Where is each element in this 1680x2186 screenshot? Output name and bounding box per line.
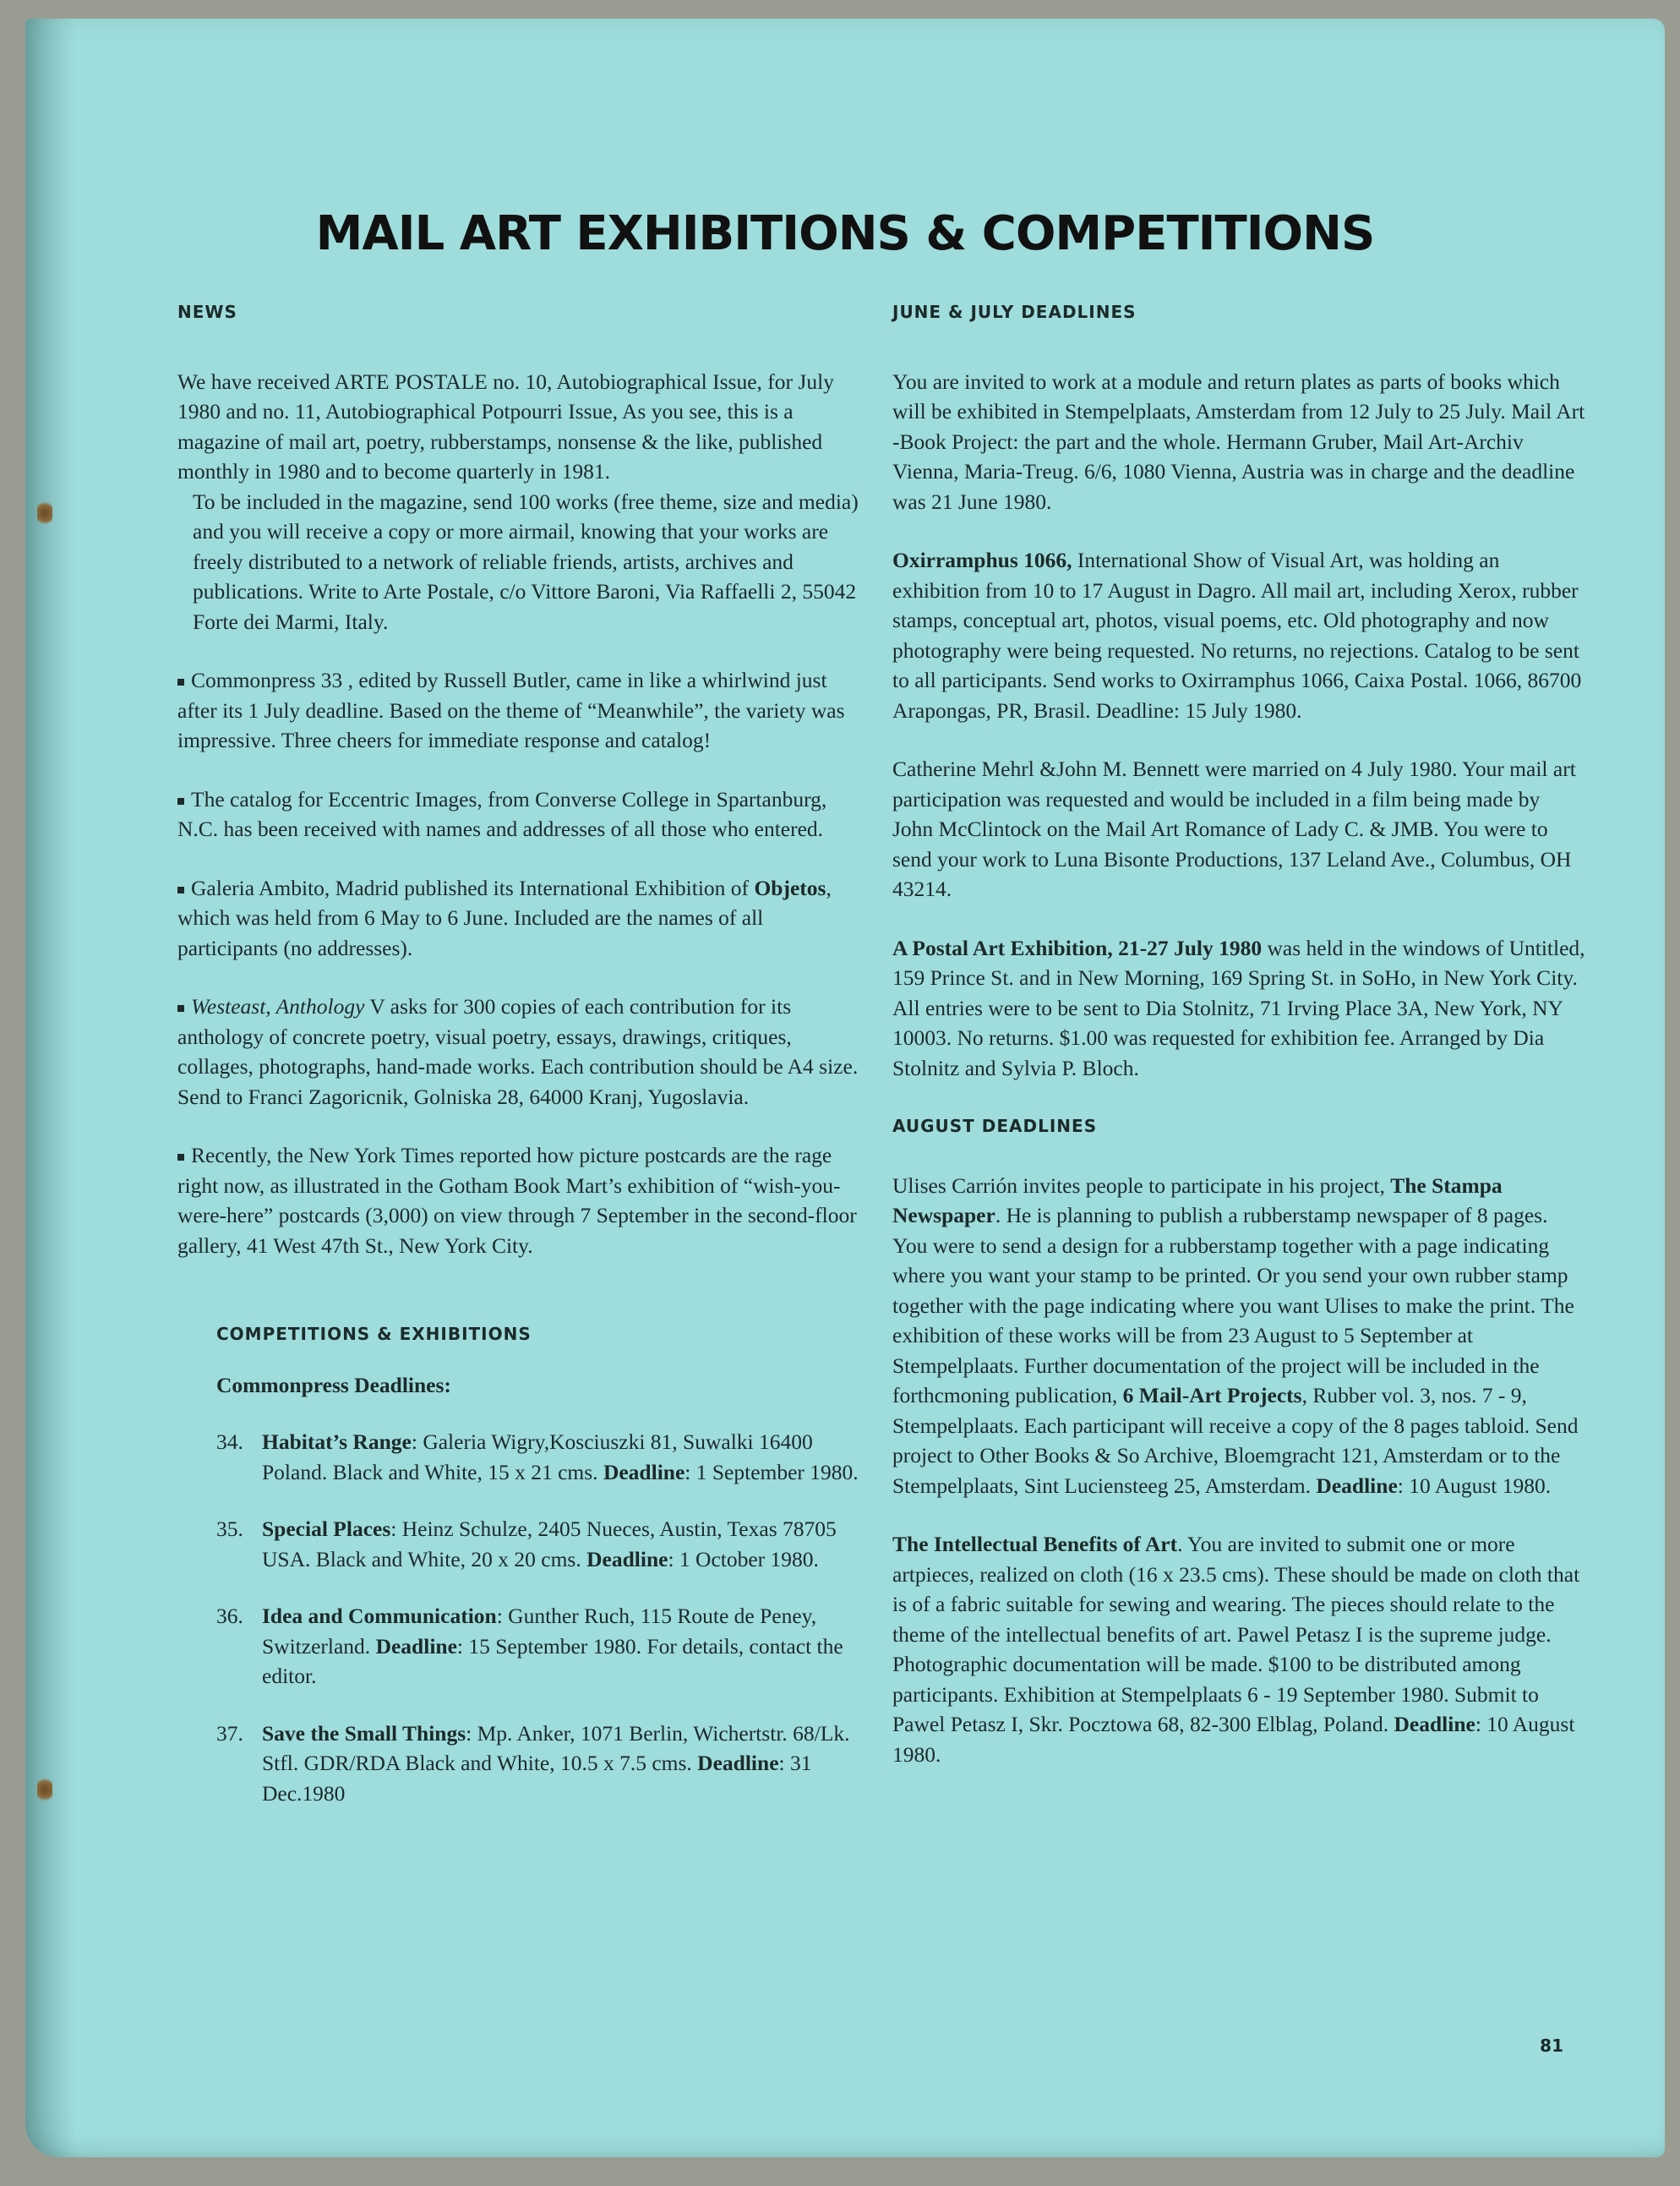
article-paragraph: A Postal Art Exhibition, 21-27 July 1980 was held in the windows of Untitled, 159 Prince St. and in New Morning, 169 Spring St. in SoHo, in New York City. All entries were to be sent to Dia Stolnitz, 71 Irving Place 3A, New York, NY 10003. No returns. $1.00 was requested for exhibition fee. Arranged by Dia Stolnitz and Sylvia P. Bloch. [892, 935, 1585, 1080]
news-bullet: Commonpress 33 , edited by Russell Butler, came in like a whirlwind just after its 1 July deadline. Based on the theme of “Meanwhile”, the variety was impressive. Three cheers for immediate response and catalog! [177, 668, 845, 752]
page-gutter [25, 19, 76, 2157]
deadline-item: 36. Idea and Communication: Gunther Ruch, 115 Route de Peney, Switzerland. Deadline: 15 September 1980. For details, contact the editor. [216, 1604, 843, 1688]
article-paragraph: The Intellectual Benefits of Art. You are invited to submit one or more artpieces, realized on cloth (16 x 23.5 cms). These should be made on cloth that is of a fabric suitable for sewing and wearing. The pieces should relate to the theme of the intellectual benefits of art. Pawel Petasz I is the supreme judge. Photographic documentation will be made. $100 to be distributed among participants. Exhibition at Stempelplaats 6 - 19 September 1980. Submit to Pawel Petasz I, Skr. Pocztowa 68, 82-300 Elblag, Poland. Deadline: 10 August 1980. [892, 1532, 1580, 1767]
bullet-icon [177, 1005, 184, 1012]
news-bullet: Westeast, Anthology V asks for 300 copies of each contribution for its anthology of concrete poetry, visual poetry, essays, drawings, critiques, collages, photographs, hand-made works. Each contribution should be A4 size. Send to Franci Zagoricnik, Golniska 28, 64000 Kranj, Yugoslavia. [177, 994, 859, 1109]
bullet-icon [177, 887, 184, 894]
bullet-icon [177, 798, 184, 805]
article-paragraph: You are invited to work at a module and return plates as parts of books which will be exhibited in Stempelplaats, Amsterdam from 12 July to 25 July. Mail Art -Book Project: the part and the whole. Hermann Gruber, Mail Art-Archiv Vienna, Maria-Treug. 6/6, 1080 Vienna, Austria was in charge and the deadline was 21 June 1980. [892, 369, 1585, 514]
page-title: MAIL ART EXHIBITIONS & COMPETITIONS [315, 206, 1375, 261]
right-column [892, 298, 1585, 1769]
news-bullet: Galeria Ambito, Madrid published its International Exhibition of Objetos, which was held from 6 May to 6 June. Included are the names of all participants (no addresses). [177, 875, 832, 960]
article-paragraph: Catherine Mehrl &John M. Bennett were married on 4 July 1980. Your mail art participation was requested and would be included in a film being made by John McClintock on the Mail Art Romance of Lady C. & JMB. You were to send your work to Luna Bisonte Productions, 137 Leland Ave., Columbus, OH 43214. [892, 757, 1576, 901]
news-heading: NEWS [177, 302, 237, 322]
news-paragraph: We have received ARTE POSTALE no. 10, Autobiographical Issue, for July 1980 and no. 11, Autobiographical Potpourri Issue, As you see, this is a magazine of mail art, poetry, rubberstamps, nonsense & the like, published monthly in 1980 and to become quarterly in 1981. [177, 369, 834, 484]
staple-mark [37, 499, 52, 527]
magazine-page [25, 19, 1665, 2157]
news-paragraph: To be included in the magazine, send 100 works (free theme, size and media) and you will receive a copy or more airmail, knowing that your works are freely distributed to a network of reliable friends, artists, archives and publications. Write to Arte Postale, c/o Vittore Baroni, Via Raffaelli 2, 55042 Forte dei Marmi, Italy. [193, 489, 859, 634]
staple-mark [37, 1775, 52, 1804]
article-paragraph: Ulises Carrión invites people to participate in his project, The Stampa Newspaper. He is planning to publish a rubberstamp newspaper of 8 pages. You were to send a design for a rubberstamp together with a page indicating where you want your stamp to be printed. Or you send your own rubber stamp together with the page indicating where you want Ulises to make the print. The exhibition of these works will be from 23 August to 5 September at Stempelplaats. Further documentation of the project will be included in the forthcmoning publication, 6 Mail-Art Projects, Rubber vol. 3, nos. 7 - 9, Stempelplaats. Each participant will receive a copy of the 8 pages tabloid. Send project to Other Books & So Archive, Bloemgracht 121, Amsterdam or to the Stempelplaats, Sint Luciensteeg 25, Amsterdam. Deadline: 10 August 1980. [892, 1172, 1579, 1498]
bullet-icon [177, 1154, 184, 1161]
article-paragraph: Oxirramphus 1066, International Show of Visual Art, was holding an exhibition from 10 to 17 August in Dagro. All mail art, including Xerox, rubber stamps, conceptual art, photos, visual poems, etc. Old photography and now photography were being requested. No returns, no rejections. Catalog to be sent to all participants. Send works to Oxirramphus 1066, Caixa Postal. 1066, 86700 Arapongas, PR, Brasil. Deadline: 15 July 1980. [892, 548, 1582, 723]
deadline-item: 37. Save the Small Things: Mp. Anker, 1071 Berlin, Wichertstr. 68/Lk. Stfl. GDR/RDA Black and White, 10.5 x 7.5 cms. Deadline: 31 Dec.1980 [216, 1720, 850, 1806]
june-july-heading: JUNE & JULY DEADLINES [892, 302, 1137, 322]
left-column [177, 298, 862, 1808]
news-bullet: Recently, the New York Times reported how picture postcards are the rage right now, as illustrated in the Gotham Book Mart’s exhibition of “wish-you-were-here” postcards (3,000) on view through 7 September in the second-floor gallery, 41 West 47th St., New York City. [177, 1143, 857, 1258]
august-heading: AUGUST DEADLINES [892, 1116, 1098, 1136]
deadline-item: 35. Special Places: Heinz Schulze, 2405 Nueces, Austin, Texas 78705 USA. Black and White, 20 x 20 cms. Deadline: 1 October 1980. [216, 1517, 837, 1571]
deadline-item: 34. Habitat’s Range: Galeria Wigry,Kosciuszki 81, Suwalki 16400 Poland. Black and White, 15 x 21 cms. Deadline: 1 September 1980. [216, 1429, 859, 1484]
bullet-icon [177, 679, 184, 686]
page-number: 81 [1540, 2036, 1563, 2056]
news-bullet: The catalog for Eccentric Images, from Converse College in Spartanburg, N.C. has been received with names and addresses of all those who entered. [177, 786, 827, 841]
competitions-heading: COMPETITIONS & EXHIBITIONS [216, 1324, 532, 1344]
commonpress-subheading: Commonpress Deadlines: [216, 1372, 451, 1397]
